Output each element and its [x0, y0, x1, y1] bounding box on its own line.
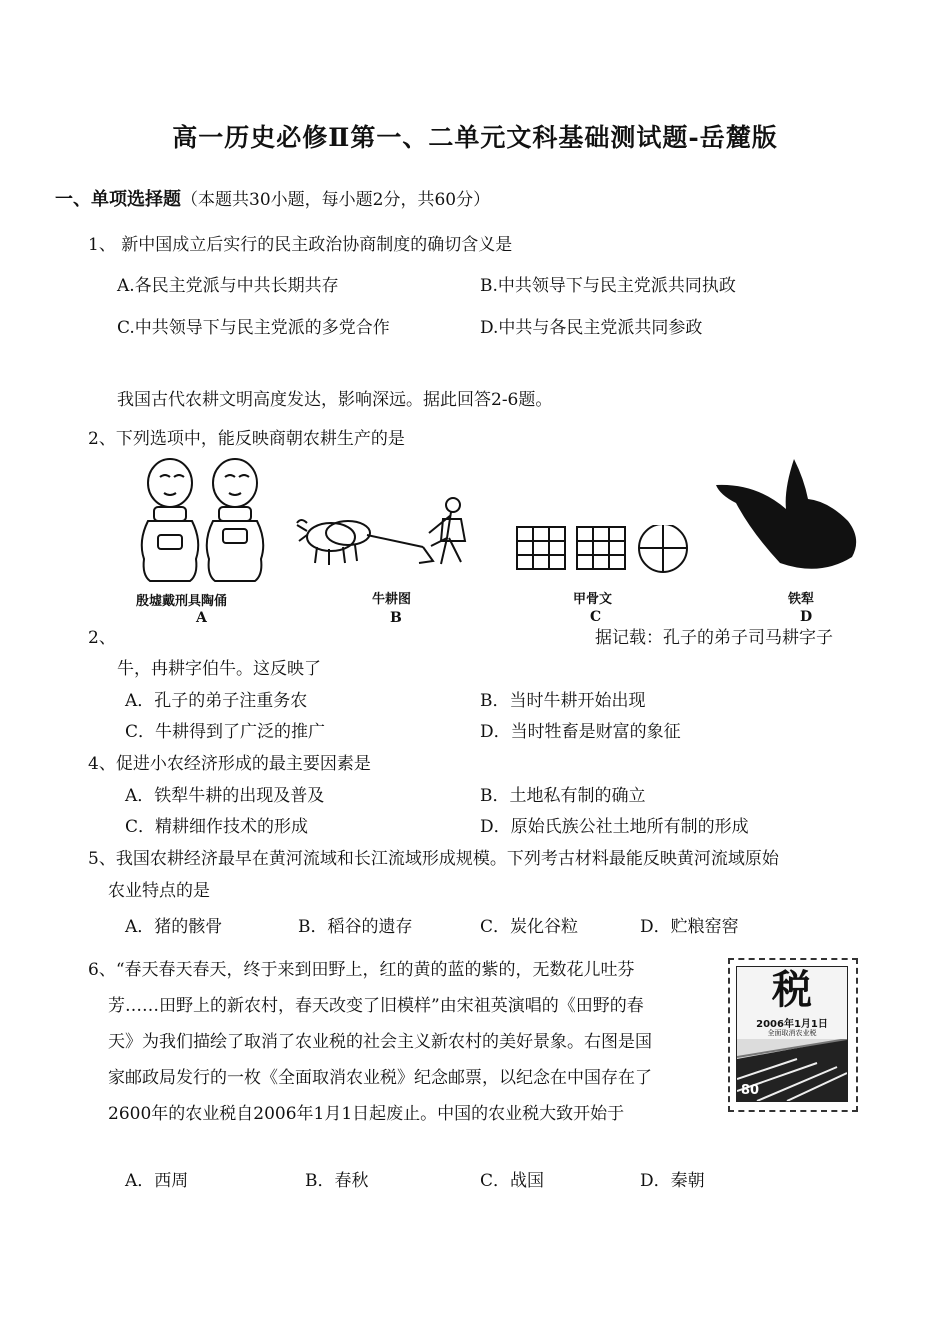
q5-option-d: D．贮粮窑窖 — [640, 917, 739, 937]
ox-plowing-icon — [293, 495, 493, 575]
section-title: 一、单项选择题 — [55, 189, 181, 210]
q2-letter-b: B — [390, 610, 402, 626]
q3-stem-part2: 牛，冉耕字伯牛。这反映了 — [117, 659, 321, 679]
q6-line-4: 家邮政局发行的一枚《全面取消农业税》纪念邮票，以纪念在中国存在了 — [108, 1068, 652, 1088]
stamp-date: 2006年1月1日 — [756, 1019, 828, 1030]
iron-plow-icon — [712, 455, 862, 585]
q6-option-c: C．战国 — [480, 1171, 545, 1191]
q6-line-1: 6、“春天春天春天，终于来到田野上，红的黄的蓝的紫的，无数花儿吐芬 — [88, 960, 635, 980]
q6-option-b: B．春秋 — [305, 1171, 369, 1191]
q5-option-b: B．稻谷的遗存 — [298, 917, 413, 937]
q4-stem: 4、促进小农经济形成的最主要因素是 — [88, 754, 371, 774]
q2-stem: 2、下列选项中，能反映商朝农耕生产的是 — [88, 429, 405, 449]
q4-option-d: D．原始氏族公社土地所有制的形成 — [480, 817, 749, 837]
q2-caption-a: 殷墟戴刑具陶俑 — [136, 594, 228, 609]
pottery-figures-icon — [130, 455, 280, 585]
q5-stem-line1: 5、我国农耕经济最早在黄河流域和长江流域形成规模。下列考古材料最能反映黄河流域原始 — [88, 849, 779, 869]
q3-number: 2、 — [88, 628, 116, 648]
q6-line-2: 芳……田野上的新农村，春天改变了旧模样”由宋祖英演唱的《田野的春 — [108, 996, 644, 1016]
q1-option-a: A.各民主党派与中共长期共存 — [117, 276, 339, 296]
q5-stem-line2: 农业特点的是 — [108, 881, 210, 901]
q3-option-d: D．当时牲畜是财富的象征 — [480, 722, 681, 742]
q6-line-5: 2600年的农业税自2006年1月1日起废止。中国的农业税大致开始于 — [108, 1104, 625, 1124]
q4-option-b: B．土地私有制的确立 — [480, 786, 646, 806]
section-heading — [55, 185, 490, 211]
q3-option-a: A．孔子的弟子注重务农 — [125, 691, 308, 711]
page-title: 高一历史必修Ⅱ第一、二单元文科基础测试题-岳麓版 — [172, 123, 778, 152]
q2-caption-c: 甲骨文 — [573, 592, 613, 607]
q2-letter-a: A — [196, 610, 207, 626]
intro-text: 我国古代农耕文明高度发达，影响深远。据此回答2-6题。 — [117, 390, 553, 410]
section-note: （本题共30小题，每小题2分，共60分） — [181, 190, 491, 210]
q1-option-c: C.中共领导下与民主党派的多党合作 — [117, 318, 390, 338]
agricultural-tax-stamp — [728, 958, 858, 1112]
q1-stem: 1、 新中国成立后实行的民主政治协商制度的确切含义是 — [88, 235, 513, 255]
q5-option-a: A．猪的骸骨 — [125, 917, 223, 937]
stamp-value: 80 — [741, 1083, 760, 1098]
stamp-small-text: 全面取消农业税 — [767, 1029, 817, 1037]
q4-option-a: A．铁犁牛耕的出现及普及 — [125, 786, 325, 806]
q1-option-d: D.中共与各民主党派共同参政 — [480, 318, 703, 338]
q6-option-a: A．西周 — [125, 1171, 189, 1191]
q3-stem-part1: 据记载：孔子的弟子司马耕字子 — [595, 628, 833, 648]
q2-caption-b: 牛耕图 — [372, 592, 412, 607]
q2-letter-c: C — [590, 609, 602, 625]
oracle-bone-glyphs-icon — [515, 525, 695, 573]
q6-option-d: D．秦朝 — [640, 1171, 705, 1191]
q3-option-b: B．当时牛耕开始出现 — [480, 691, 646, 711]
q4-option-c: C．精耕细作技术的形成 — [125, 817, 309, 837]
q2-caption-d: 铁犁 — [788, 592, 815, 607]
q6-line-3: 天》为我们描绘了取消了农业税的社会主义新农村的美好景象。右图是国 — [108, 1032, 652, 1052]
q2-letter-d: D — [800, 609, 813, 625]
stamp-big-char: 税 — [772, 967, 812, 1013]
stamp-inner — [736, 966, 848, 1102]
q5-option-c: C．炭化谷粒 — [480, 917, 579, 937]
q1-option-b: B.中共领导下与民主党派共同执政 — [480, 276, 736, 296]
q3-option-c: C．牛耕得到了广泛的推广 — [125, 722, 326, 742]
